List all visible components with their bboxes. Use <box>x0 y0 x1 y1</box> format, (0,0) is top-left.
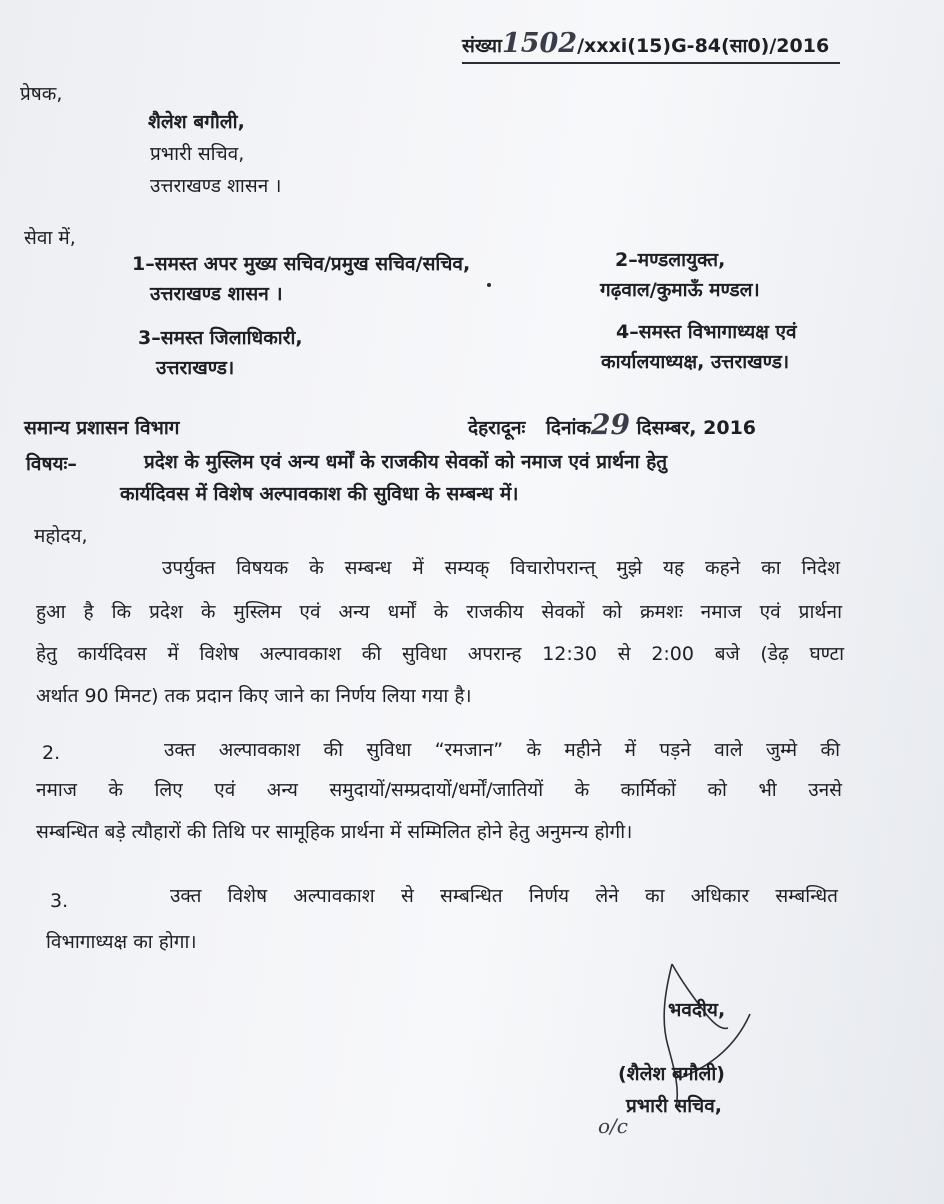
signatory-name: (शैलेश बगौली) <box>618 1063 725 1085</box>
reference-suffix: /xxxi(15)G-84(सा0)/2016 <box>577 35 830 57</box>
paragraph-3-number: 3. <box>50 890 69 912</box>
handwritten-date-day: 29 <box>591 408 631 441</box>
subject-line-2: कार्यदिवस में विशेष अल्पावकाश की सुविधा के सम्बन्ध में। <box>120 483 519 505</box>
paragraph-3-line-1: उक्त विशेष अल्पावकाश से सम्बन्धित निर्णय लेने का अधिकार सम्बन्धित <box>170 885 838 907</box>
handwritten-reference-number: 1502 <box>501 28 578 59</box>
subject-line-1: प्रदेश के मुस्लिम एवं अन्य धर्मों के राजकीय सेवकों को नमाज एवं प्रार्थना हेतु <box>144 451 668 473</box>
recipient-4-line2: कार्यालयाध्यक्ष, उत्तराखण्ड। <box>601 351 790 373</box>
department-name: समान्य प्रशासन विभाग <box>24 417 180 439</box>
sender-office: उत्तराखण्ड शासन । <box>150 175 282 197</box>
paragraph-1-line-3: हेतु कार्यदिवस में विशेष अल्पावकाश की सुविधा अपरान्ह 12:30 से 2:00 बजे (डेढ़ घण्टा <box>36 643 844 665</box>
date-suffix: दिसम्बर, 2016 <box>636 417 757 439</box>
recipients-label: सेवा में, <box>24 227 76 249</box>
salutation: महोदय, <box>34 525 88 547</box>
reference-number <box>462 28 829 59</box>
reference-underline <box>462 62 840 64</box>
paragraph-2-line-3: सम्बन्धित बड़े त्यौहारों की तिथि पर सामूहिक प्रार्थना में सम्मिलित होने हेतु अनुमन्य होगी। <box>36 821 633 843</box>
subject-label: विषयः– <box>26 453 77 475</box>
recipient-3-line2: उत्तराखण्ड। <box>156 357 235 379</box>
signatory-designation: प्रभारी सचिव, <box>626 1095 723 1117</box>
paragraph-3-line-2: विभागाध्यक्ष का होगा। <box>46 931 197 953</box>
date-prefix: दिनांक <box>545 417 592 439</box>
paragraph-2-line-1: उक्त अल्पावकाश की सुविधा “रमजान” के महीने में पड़ने वाले जुम्मे की <box>164 739 840 761</box>
place-date <box>468 408 756 441</box>
place: देहरादूनः <box>468 417 526 439</box>
sender-label: प्रेषक, <box>20 83 63 105</box>
handwritten-note: o/c <box>598 1114 628 1138</box>
recipient-2-line2: गढ़वाल/कुमाऊँ मण्डल। <box>600 279 760 301</box>
paragraph-1-line-2: हुआ है कि प्रदेश के मुस्लिम एवं अन्य धर्मों के राजकीय सेवकों को क्रमशः नमाज एवं प्रार्थना <box>36 601 842 623</box>
recipient-1-line2: उत्तराखण्ड शासन । <box>150 283 283 305</box>
paragraph-1-line-4: अर्थात 90 मिनट) तक प्रदान किए जाने का निर्णय लिया गया है। <box>36 685 472 707</box>
paragraph-1-line-1: उपर्युक्त विषयक के सम्बन्ध में सम्यक् विचारोपरान्त् मुझे यह कहने का निदेश <box>162 557 840 579</box>
sender-designation: प्रभारी सचिव, <box>150 143 245 165</box>
reference-prefix: संख्या <box>462 35 502 57</box>
sender-name: शैलेश बगौली, <box>148 111 245 133</box>
paragraph-2-line-2: नमाज के लिए एवं अन्य समुदायों/सम्प्रदायों/धर्मों/जातियों के कार्मिकों को भी उनसे <box>36 779 842 801</box>
recipient-2-line1: 2–मण्डलायुक्त, <box>615 249 726 271</box>
recipient-4-line1: 4–समस्त विभागाध्यक्ष एवं <box>616 321 797 343</box>
recipient-1-line1: 1–समस्त अपर मुख्य सचिव/प्रमुख सचिव/सचिव, <box>132 253 471 275</box>
recipient-3-line1: 3–समस्त जिलाधिकारी, <box>138 327 303 349</box>
stray-mark <box>487 283 491 287</box>
paragraph-2-number: 2. <box>42 742 61 764</box>
valediction: भवदीय, <box>668 999 726 1021</box>
